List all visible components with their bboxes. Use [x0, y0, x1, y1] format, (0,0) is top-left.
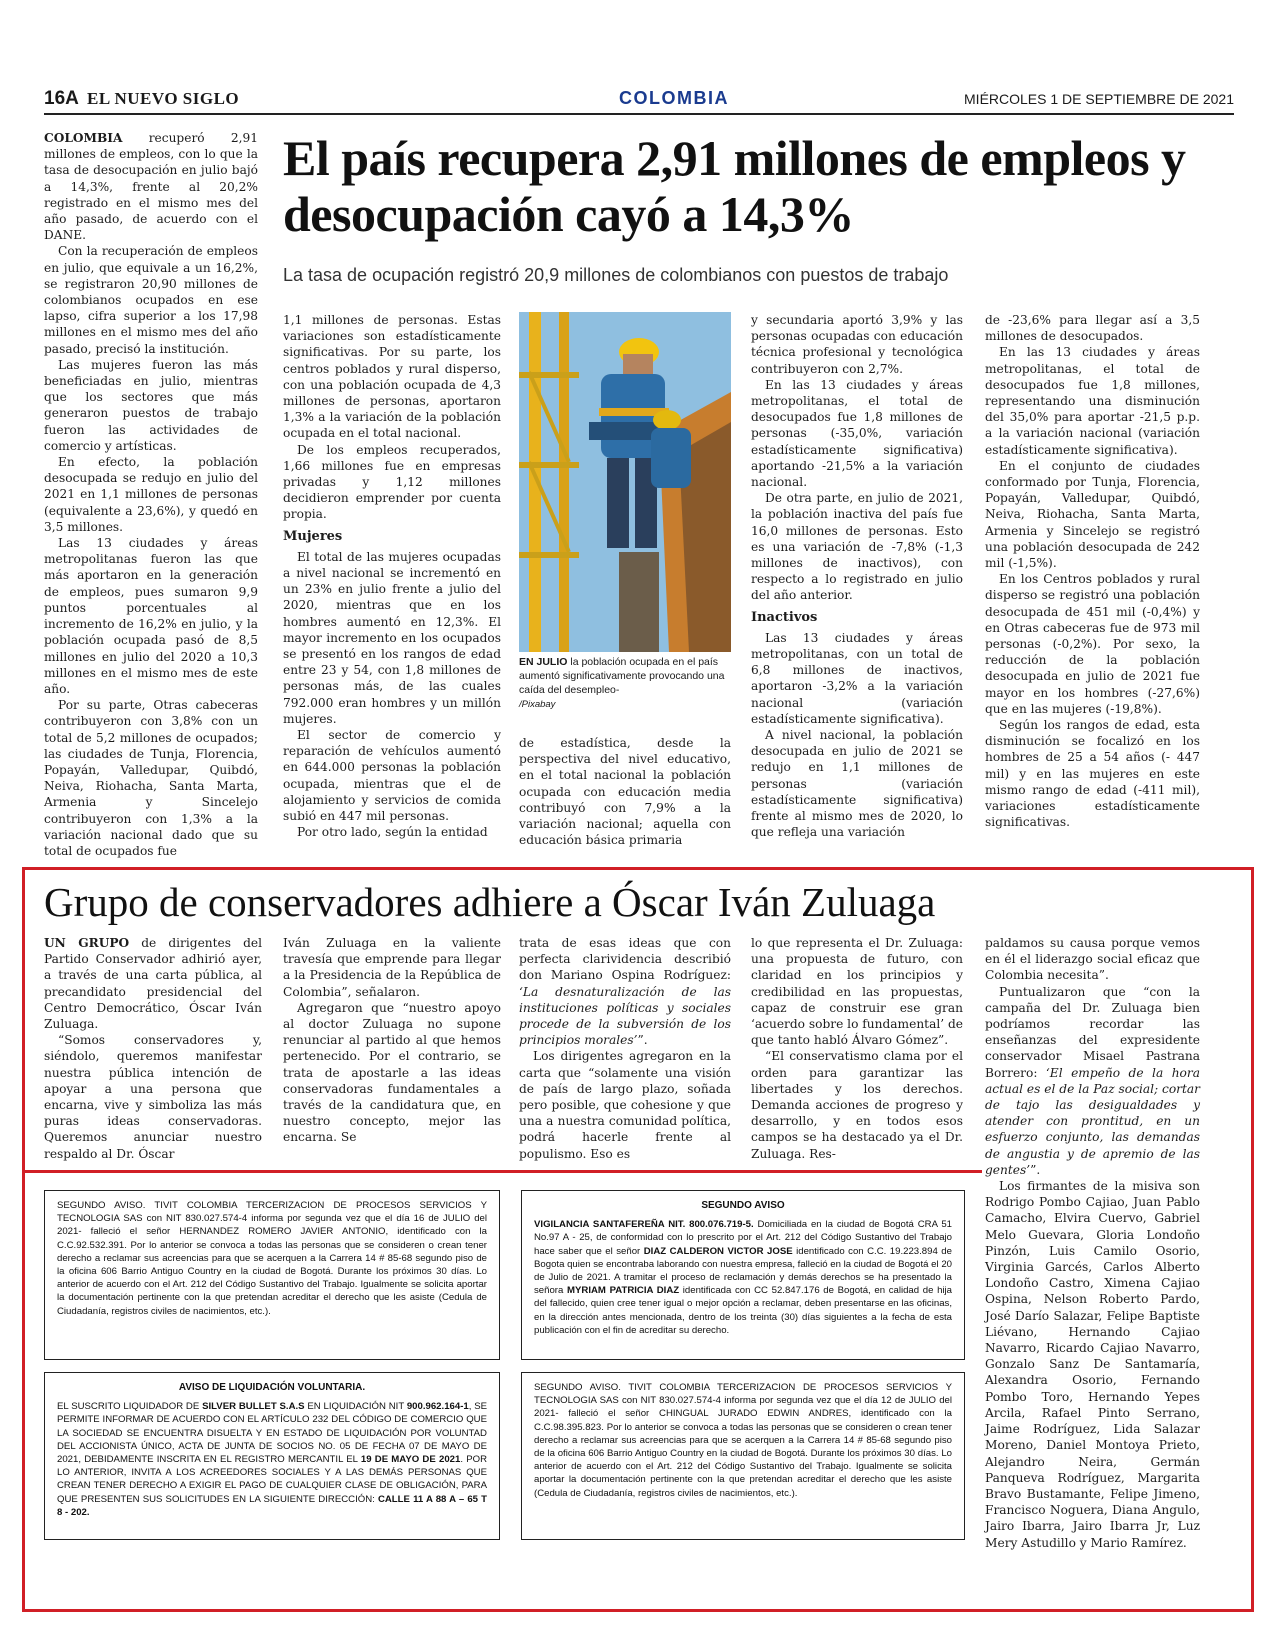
- article2-headline: Grupo de conservadores adhiere a Óscar Iván Zuluaga: [44, 879, 936, 925]
- article2-column-4: [751, 935, 963, 1162]
- paragraph: Iván Zuluaga en la valiente travesía que emprende para llegar a la Presidencia de la República de Colombia”, señalaron.: [283, 936, 501, 999]
- notice-text: Domiciliada en la ciudad de Bogotá CRA 51 No.97 A - 25, de conformidad con lo prescrito por el Art. 212 del Código Sustantivo del Trabajo hace saber que el señor: [534, 1219, 952, 1257]
- paragraph: trata de esas ideas que con perfecta clarividencia describió don Mariano Ospina Rodríguez:: [519, 936, 731, 983]
- page-number: 16A: [44, 88, 79, 109]
- article2-column-1: [44, 935, 262, 1162]
- paragraph: de -23,6% para llegar así a 3,5 millones de desocupados.: [985, 313, 1200, 344]
- photo-caption: [519, 655, 731, 712]
- notice-title: AVISO DE LIQUIDACIÓN VOLUNTARIA.: [178, 1382, 366, 1393]
- notice-text: identificada con CC 52.847.176 de Bogotá, en calidad de hija del fallecido, quien cree tener igual o mejor opción a reclamar, deben presentarse en las oficinas, en la dirección antes mencionada, dentro de los treinta (30) días siguientes a la fecha de esta publicación con el fin de acreditar su derecho.: [534, 1285, 953, 1336]
- photo-credit: /Pixabay: [519, 699, 556, 710]
- notice-text: EL SUSCRITO LIQUIDADOR DE: [57, 1401, 203, 1413]
- notice-address: CALLE 11 A 88 A – 65 T 8 - 202.: [57, 1493, 487, 1518]
- paragraph: Por su parte, Otras cabeceras contribuyeron con 3,8% con un total de 5,2 millones de ocupados; las ciudades de Tunja, Florencia, Popayán, Valledupar, Quibdó, Neiva, Riohacha, Santa Marta, Armenia y Sincelejo contribuyeron con 1,3% a la variación nacional dado que su total de ocupados fue: [44, 698, 258, 858]
- masthead: EL NUEVO SIGLO: [87, 89, 240, 108]
- notice-tivit-javier: [44, 1190, 500, 1360]
- article2-column-2: [283, 935, 501, 1146]
- paragraph: De otra parte, en julio de 2021, la población inactiva del país fue 16,0 millones de personas. Esto es una variación de -7,8% (-1,3 millones de inactivos), con respecto a lo registrado en julio del año anterior.: [751, 491, 963, 603]
- header-rule: [44, 113, 1234, 115]
- paragraph: Las 13 ciudades y áreas metropolitanas, con un total de 6,8 millones de inactivos, aportaron -3,2% a la variación nacional (variación estadísticamente significativa).: [751, 630, 963, 726]
- notice-date: 19 DE MAYO DE 2021: [360, 1454, 461, 1466]
- article1-column-3: [519, 735, 731, 848]
- paragraph: Agregaron que “nuestro apoyo al doctor Zuluaga no supone renunciar al partido al que hemos pertenecido. Por el contrario, se trata de apostarle a las ideas conservadoras fundamentales a través de la candidatura que, en nuestro concepto, mejor las encarna. Se: [283, 1000, 501, 1145]
- notice-vigilancia: [521, 1190, 965, 1360]
- paragraph: lo que representa el Dr. Zuluaga: una propuesta de futuro, con claridad en los principios y credibilidad en las propuestas, capaz de construir ese gran ‘acuerdo sobre lo fundamental’ de que tanto habló Álvaro Gómez”.: [751, 936, 964, 1048]
- article2-column-3: [519, 935, 731, 1162]
- paragraph: 1,1 millones de personas. Estas variaciones son estadísticamente significativas. Por su parte, los centros poblados y rural disperso, con una población ocupada de 4,3 millones de personas, aportaron 1,3% a la variación de la población ocupada en el total nacional.: [283, 313, 501, 441]
- section-name: COLOMBIA: [619, 88, 729, 108]
- article1-subhead: La tasa de ocupación registró 20,9 millones de colombianos con puestos de trabajo: [283, 265, 949, 285]
- paragraph: En las 13 ciudades y áreas metropolitanas, el total de desocupados fue 1,8 millones, representando una disminución del 35,0% para aportar -21,5 p.p. a la variación nacional (variación estadísticamente significativa).: [985, 345, 1200, 457]
- article1-column-1: [44, 130, 258, 859]
- paragraph: Las mujeres fueron las más beneficiadas en julio, mientras que los sectores que más generaron puestos de trabajo fueron las actividades de comercio y artísticas.: [44, 357, 258, 453]
- paragraph: “El conservatismo clama por el orden para garantizar las libertades y los derechos. Demanda acciones de progreso y desarrollo, y en todos esos campos se ha destacado ya el Dr. Zuluaga. Res-: [751, 1049, 963, 1161]
- paragraph: En el conjunto de ciudades conformado por Tunja, Florencia, Popayán, Valledupar, Quibdó, Neiva, Riohacha, Santa Marta, Armenia y Sincelejo se registró una población desocupada de 242 mil (-1,5%).: [985, 458, 1200, 571]
- paragraph: recuperó 2,91 millones de empleos, con lo que la tasa de desocupación en julio bajó a 14,3%, frente al 20,2% registrado en el mismo mes del año pasado, de acuerdo con el DANE.: [44, 131, 258, 243]
- paragraph: y secundaria aportó 3,9% y las personas ocupadas con educación técnica profesional y tecnológica contribuyeron con 2,7%.: [751, 313, 963, 376]
- paragraph: A nivel nacional, la población desocupada en julio de 2021 se redujo en 1,1 millones de personas (variación estadísticamente significativa) frente al mismo mes de 2020, lo que refleja una variación: [751, 728, 963, 840]
- notice-text: , SE PERMITE INFORMAR DE ACUERDO CON EL ARTÍCULO 232 DEL CÓDIGO DE COMERCIO QUE LA SOCIEDAD SE ENCUENTRA DISUELTA Y EN ESTADO DE LIQUIDACIÓN POR VOLUNTAD DEL ACCIONISTA ÚNICO, ACTA DE JUNTA DE SOCIOS NO. 05 DE FECHA 07 DE MAYO DE 2021, DEBIDAMENTE INSCRITA EN EL REGISTRO MERCANTIL EL: [57, 1401, 488, 1466]
- photo-illustration: [519, 312, 731, 652]
- paragraph: De los empleos recuperados, 1,66 millones fue en empresas privadas y 1,12 millones decidieron emprender por cuenta propia.: [283, 442, 501, 522]
- paragraph: Según los rangos de edad, esta disminución se focalizó en los hombres de 25 a 54 años (- 447 mil) y en las mujeres en este mismo rango de edad (-411 mil), variaciones estadísticamente significativas.: [985, 718, 1200, 830]
- subheading: Mujeres: [283, 528, 343, 544]
- paragraph: Los dirigentes agregaron en la carta que “solamente una visión de país de largo plazo, soñada pero posible, que cohesione y que una a nuestra comunidad política, podrá hacerle frente al populismo. Eso es: [519, 1049, 731, 1161]
- lead-word: UN GRUPO: [44, 936, 130, 950]
- paragraph: En las 13 ciudades y áreas metropolitanas, el total de desocupados fue 1,8 millones de personas (-35,0%, variación estadísticamente significativa) aportando -21,5% a la variación nacional.: [751, 377, 963, 490]
- notice-nit: 900.962.164-1: [406, 1401, 469, 1413]
- page-header: [44, 88, 1234, 112]
- caption-text: la población ocupada en el país aumentó significativamente provocando una caída del desempleo-: [519, 656, 725, 696]
- notice-text: . POR LO ANTERIOR, INVITA A LOS ACREEDORES SOCIALES Y A LAS DEMÁS PERSONAS QUE CREAN TENER DERECHO A EXIGIR EL PAGO DE CUALQUIER CLASE DE OBLIGACIÓN, PARA QUE PRESENTEN SUS SOLICITUDES EN LA SIGUIENTE DIRECCIÓN:: [57, 1454, 488, 1505]
- notice-name: MYRIAM PATRICIA DIAZ: [567, 1285, 680, 1297]
- paragraph: de dirigentes del Partido Conservador adhirió ayer, a través de una carta pública, al precandidato presidencial del Centro Democrático, Óscar Iván Zuluaga.: [44, 936, 262, 1032]
- article2-column-5: [985, 935, 1200, 1551]
- paragraph: Las 13 ciudades y áreas metropolitanas fueron las que más aportaron en la generación de empleos, pues sumaron 9,9 puntos porcentuales al incremento de 16,2% en julio, y la población ocupada pasó de 8,5 millones en julio del 2020 a 10,3 millones en el mismo mes de este año.: [44, 536, 258, 696]
- caption-lead: EN JULIO: [519, 656, 568, 668]
- notice-tivit-edwin: [521, 1372, 965, 1540]
- issue-date: MIÉRCOLES 1 DE SEPTIEMBRE DE 2021: [964, 91, 1234, 107]
- notice-text: identificado con C.C. 19.223.894 de Bogota quien se encontraba laborando con nuestra empresa, falleció en la ciudad de Bogotá el 20 de Julio de 2021. A tramitar el proceso de reclamación y demás derechos se ha presentado la señora: [534, 1245, 952, 1297]
- subheading: Inactivos: [751, 609, 818, 625]
- article1-headline: El país recupera 2,91 millones de empleos y desocupación cayó a 14,3%: [283, 130, 1186, 242]
- article1-column-4: [751, 312, 963, 841]
- paragraph: “Somos conservadores y, siéndolo, queremos manifestar nuestra pública intención de apoyar a una persona que encarna, vive y simboliza las más puras ideas conservadoras. Queremos anunciar nuestro respaldo al Dr. Óscar: [44, 1033, 262, 1161]
- quote: ‘El empeño de la hora actual es el de la Paz social; cortar de tajo las desigualdades y atender con prontitud, en un esfuerzo conjunto, las demandas de angustia y de apremio de las gentes’: [985, 1065, 1200, 1177]
- notice-name: DIAZ CALDERON VICTOR JOSE: [643, 1245, 793, 1257]
- paragraph: ”.: [1030, 1162, 1041, 1177]
- paragraph: ”.: [637, 1033, 648, 1048]
- notice-liquidacion: [44, 1372, 500, 1540]
- notice-company: SILVER BULLET S.A.S: [202, 1401, 305, 1413]
- paragraph: En efecto, la población desocupada se redujo en julio del 2021 en 1,1 millones de personas (equivalente a 23,6%), y quedó en 3,5 millones.: [44, 455, 258, 534]
- signatories-list: Los firmantes de la misiva son Rodrigo Pombo Cajiao, Juan Pablo Camacho, Elvira Cuervo, Gabriel Melo Guevara, Gloria Londoño Pinzón, Luis Camilo Osorio, Virginia Garcés, Carlos Alberto Londoño Castro, Ximena Cajiao Ospina, Nelson Roberto Pardo, José Darío Salazar, Felipe Baptiste Liévano, Hernando Cajiao Navarro, Ricardo Cajiao Navarro, Gonzalo Sanz De Santamaría, Alexandra Osorio, Fernando Pombo Toro, Hernando Yepes Arcila, Rafael Pinto Serrano, Jaime Rodríguez, Lida Salazar Moreno, Daniel Montoya Prieto, Alejandro Neira, Germán Panqueva Rodríguez, Margarita Bravo Bustamante, Felipe Jimeno, Francisco Noguera, Diana Angulo, Jairo Ibarra, Jairo Ibarra Jr, Luz Mery Astudillo y Mario Ramírez.: [985, 1179, 1200, 1550]
- paragraph: paldamos su causa porque vemos en él el liderazgo social eficaz que Colombia necesita”.: [985, 936, 1200, 983]
- construction-worker-photo: [519, 312, 731, 652]
- article1-column-2: [283, 312, 501, 841]
- paragraph: Puntualizaron que “con la campaña del Dr. Zuluaga bien podríamos recordar las enseñanzas del expresidente conservador Misael Pastrana Borrero:: [985, 984, 1200, 1080]
- notice-company: VIGILANCIA SANTAFEREÑA NIT. 800.076.719-5.: [534, 1219, 754, 1231]
- notice-text: SEGUNDO AVISO. TIVIT COLOMBIA TERCERIZACION DE PROCESOS SERVICIOS Y TECNOLOGIA SAS con NIT 830.027.574-4 informa por segunda vez que el día 12 de JULIO del 2021- falleció el señor CHINGUAL JURADO EDWIN ANDRES, identificado con la C.C.98.395.823. Por lo anterior se convoca a todas las personas que se consideren o crean tener derecho a reclamar sus acreencias para que se acerquen a la Carrera 14 # 85-68 segundo piso de la oficina 606 Barrio Antiguo Country en la ciudad de Bogotá. Durante los próximos 30 días. Lo anterior de acuerdo con el Art. 212 del Código Sustantivo del Trabajo. Igualmente se solicita aportar la documentación pertinente con la que pretendan acreditar el derecho que les asiste (Cedula de Ciudadanía, registros civiles de nacimientos, etc.).: [534, 1382, 952, 1499]
- article1-column-5: [985, 312, 1200, 831]
- paragraph: En los Centros poblados y rural disperso se registró una población desocupada de 451 mil (-0,4%) y en Otras cabeceras fue de 973 mil personas (-0,2%). Por sexo, la reducción de la población desocupada en julio de 2021 fue mayor en los hombres (-27,6%) que en las mujeres (-19,8%).: [985, 572, 1200, 716]
- quote: ‘La desnaturalización de las instituciones políticas y sociales procede de la subversión de los principios morales’: [519, 984, 731, 1048]
- paragraph: El total de las mujeres ocupadas a nivel nacional se incrementó en un 23% en julio frente a julio del 2020, mientras que en los hombres aumentó en 12,3%. El mayor incremento en los ocupados se presentó en los rangos de edad entre 23 y 54, con 1,8 millones de personas más, de las cuales 792.000 eran hombres y un millón mujeres.: [283, 549, 501, 726]
- notice-text: SEGUNDO AVISO. TIVIT COLOMBIA TERCERIZACION DE PROCESOS SERVICIOS Y TECNOLOGIA SAS con NIT 830.027.574-4 informa por segunda vez que el día 16 de JULIO del 2021- falleció el señor HERNANDEZ ROMERO JAVIER ANTONIO, identificado con la C.C.92.532.391. Por lo anterior se convoca a todas las personas que se consideren o crean tener derecho a reclamar sus acreencias para que se acerquen a la Carrera 14 # 85-68 segundo piso de la oficina 606 Barrio Antiguo Country en la ciudad de Bogotá. Durante los próximos 30 días. Lo anterior de acuerdo con el Art. 212 del Código Sustantivo del Trabajo. Igualmente se solicita aportar la documentación pertinente con la que pretendan acreditar el derecho que les asiste (Cedula de Ciudadanía, registros civiles de nacimientos, etc.).: [57, 1200, 487, 1317]
- paragraph: El sector de comercio y reparación de vehículos aumentó en 644.000 personas la población ocupada, mientras que el de alojamiento y servicios de comida subió en 447 mil personas.: [283, 728, 501, 824]
- notice-title: SEGUNDO AVISO: [701, 1200, 785, 1211]
- paragraph: de estadística, desde la perspectiva del nivel educativo, en el total nacional la población ocupada con educación media contribuyó con 7,9% a la variación nacional; aquella con educación básica primaria: [519, 736, 731, 848]
- lead-word: COLOMBIA: [44, 131, 123, 145]
- paragraph: Por otro lado, según la entidad: [297, 825, 488, 840]
- paragraph: Con la recuperación de empleos en julio, que equivale a un 16,2%, se registraron 20,90 millones de colombianos ocupados en ese lapso, cifra superior a los 17,98 millones en el mismo mes del año pasado, precisó la institución.: [44, 244, 258, 356]
- notice-text: EN LIQUIDACIÓN NIT: [304, 1401, 407, 1413]
